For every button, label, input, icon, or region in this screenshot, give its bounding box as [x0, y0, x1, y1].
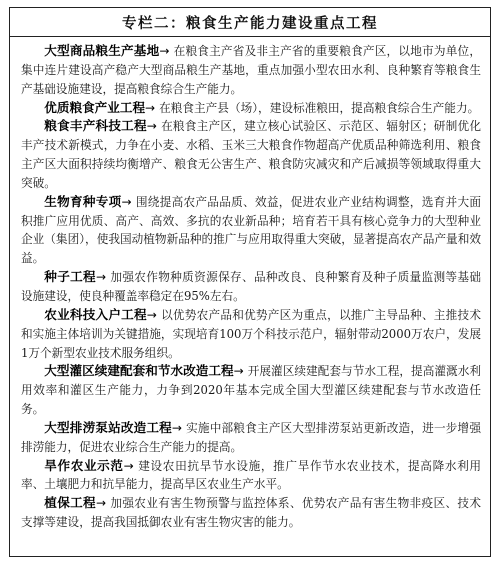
list-item [21, 494, 481, 532]
project-description: 在粮食主产区，建立核心试验区、示范区、辐射区；研制优化丰产技术新模式，力争在小麦、水稻、玉米三大粮食作物超高产优质品种筛选利用、粮食主产区大面积持续均衡增产、粮食无公害生产、粮食防灾减灾和产后减损等领域取得重大突破。 [21, 119, 482, 190]
arrow-icon: → [95, 270, 107, 285]
arrow-icon: → [95, 496, 107, 511]
list-item [21, 457, 481, 495]
project-description: 实施中部粮食主产区大型排涝泵站更新改造，进一步增强排涝能力，促进农业综合生产能力的提高。 [21, 420, 481, 454]
project-name: 大型商品粮生产基地 [44, 43, 160, 58]
project-description: 以优势农产品和优势产区为重点，以推广主导品种、主推技术和实施主体培训为关键措施，实现培育100万个科技示范户，辐射带动2000万农户，发展1万个新型农业技术服务组织。 [21, 307, 482, 360]
list-item [21, 193, 481, 268]
list-item [21, 42, 481, 99]
arrow-icon: → [171, 420, 182, 435]
project-name: 优质粮食产业工程 [44, 99, 146, 115]
project-name: 农业科技入户工程 [44, 306, 147, 322]
project-name: 大型灌区续建配套和节水改造工程 [44, 363, 234, 379]
arrow-icon: → [146, 307, 157, 322]
list-item [21, 306, 481, 363]
list-item [21, 117, 481, 192]
list-item [21, 362, 481, 419]
project-description: 开展灌区续建配套与节水工程，提高灌溉水利用效率和灌区生产能力，力争到2020年基本完成全国大型灌区续建配套与节水改造任务。 [21, 364, 482, 417]
project-description: 在粮食主产县（场），建设标准粮田，提高粮食综合生产能力。 [159, 100, 480, 115]
list-item [21, 419, 481, 457]
project-description: 建设农田抗旱节水设施，推广旱作节水农业技术，提高降水利用率、土壤肥力和抗旱能力，提高旱区农业生产水平。 [21, 458, 482, 492]
arrow-icon: → [145, 100, 156, 115]
arrow-icon: → [123, 458, 134, 473]
project-description: 在粮食主产省及非主产省的重要粮食产区，以地市为单位，集中连片建设高产稳产大型商品粮生产基地，重点加强小型农田水利、良种繁育等粮食生产基础设施建设，提高粮食综合生产能力。 [21, 44, 482, 96]
project-name: 大型排涝泵站改造工程 [44, 419, 172, 435]
project-name: 旱作农业示范 [44, 457, 124, 473]
project-description: 围绕提高农产品品质、效益，促进农业产业结构调整，选育并大面积推广应用优质、高产、高效、多抗的农业新品种；培育若干具有核心竞争力的大型种业企业（集团），使我国动植物新品种的推广与应用取得重大突破，显著提高农产品产量和效益。 [21, 194, 482, 266]
project-list [21, 42, 481, 532]
list-item [21, 268, 481, 306]
arrow-icon: → [159, 44, 170, 58]
arrow-icon: → [121, 194, 132, 209]
title-bar [10, 8, 490, 37]
arrow-icon: → [146, 119, 157, 134]
list-item [21, 99, 481, 118]
project-name: 种子工程 [44, 269, 96, 285]
column-title: 专栏二：粮食生产能力建设重点工程 [122, 15, 378, 32]
column-box [9, 7, 491, 557]
project-name: 植保工程 [44, 495, 96, 511]
project-description: 加强农业有害生物预警与监控体系、优势农产品有害生物非疫区、技术支撑等建设，提高我国抵御农业有害生物灾害的能力。 [21, 496, 482, 530]
project-description: 加强农作物种质资源保存、品种改良、良种繁育及种子质量监测等基础设施建设，使良种覆盖率稳定在95%左右。 [21, 270, 482, 303]
project-name: 粮食丰产科技工程 [44, 118, 147, 134]
project-name: 生物育种专项 [44, 193, 122, 209]
arrow-icon: → [233, 364, 244, 379]
